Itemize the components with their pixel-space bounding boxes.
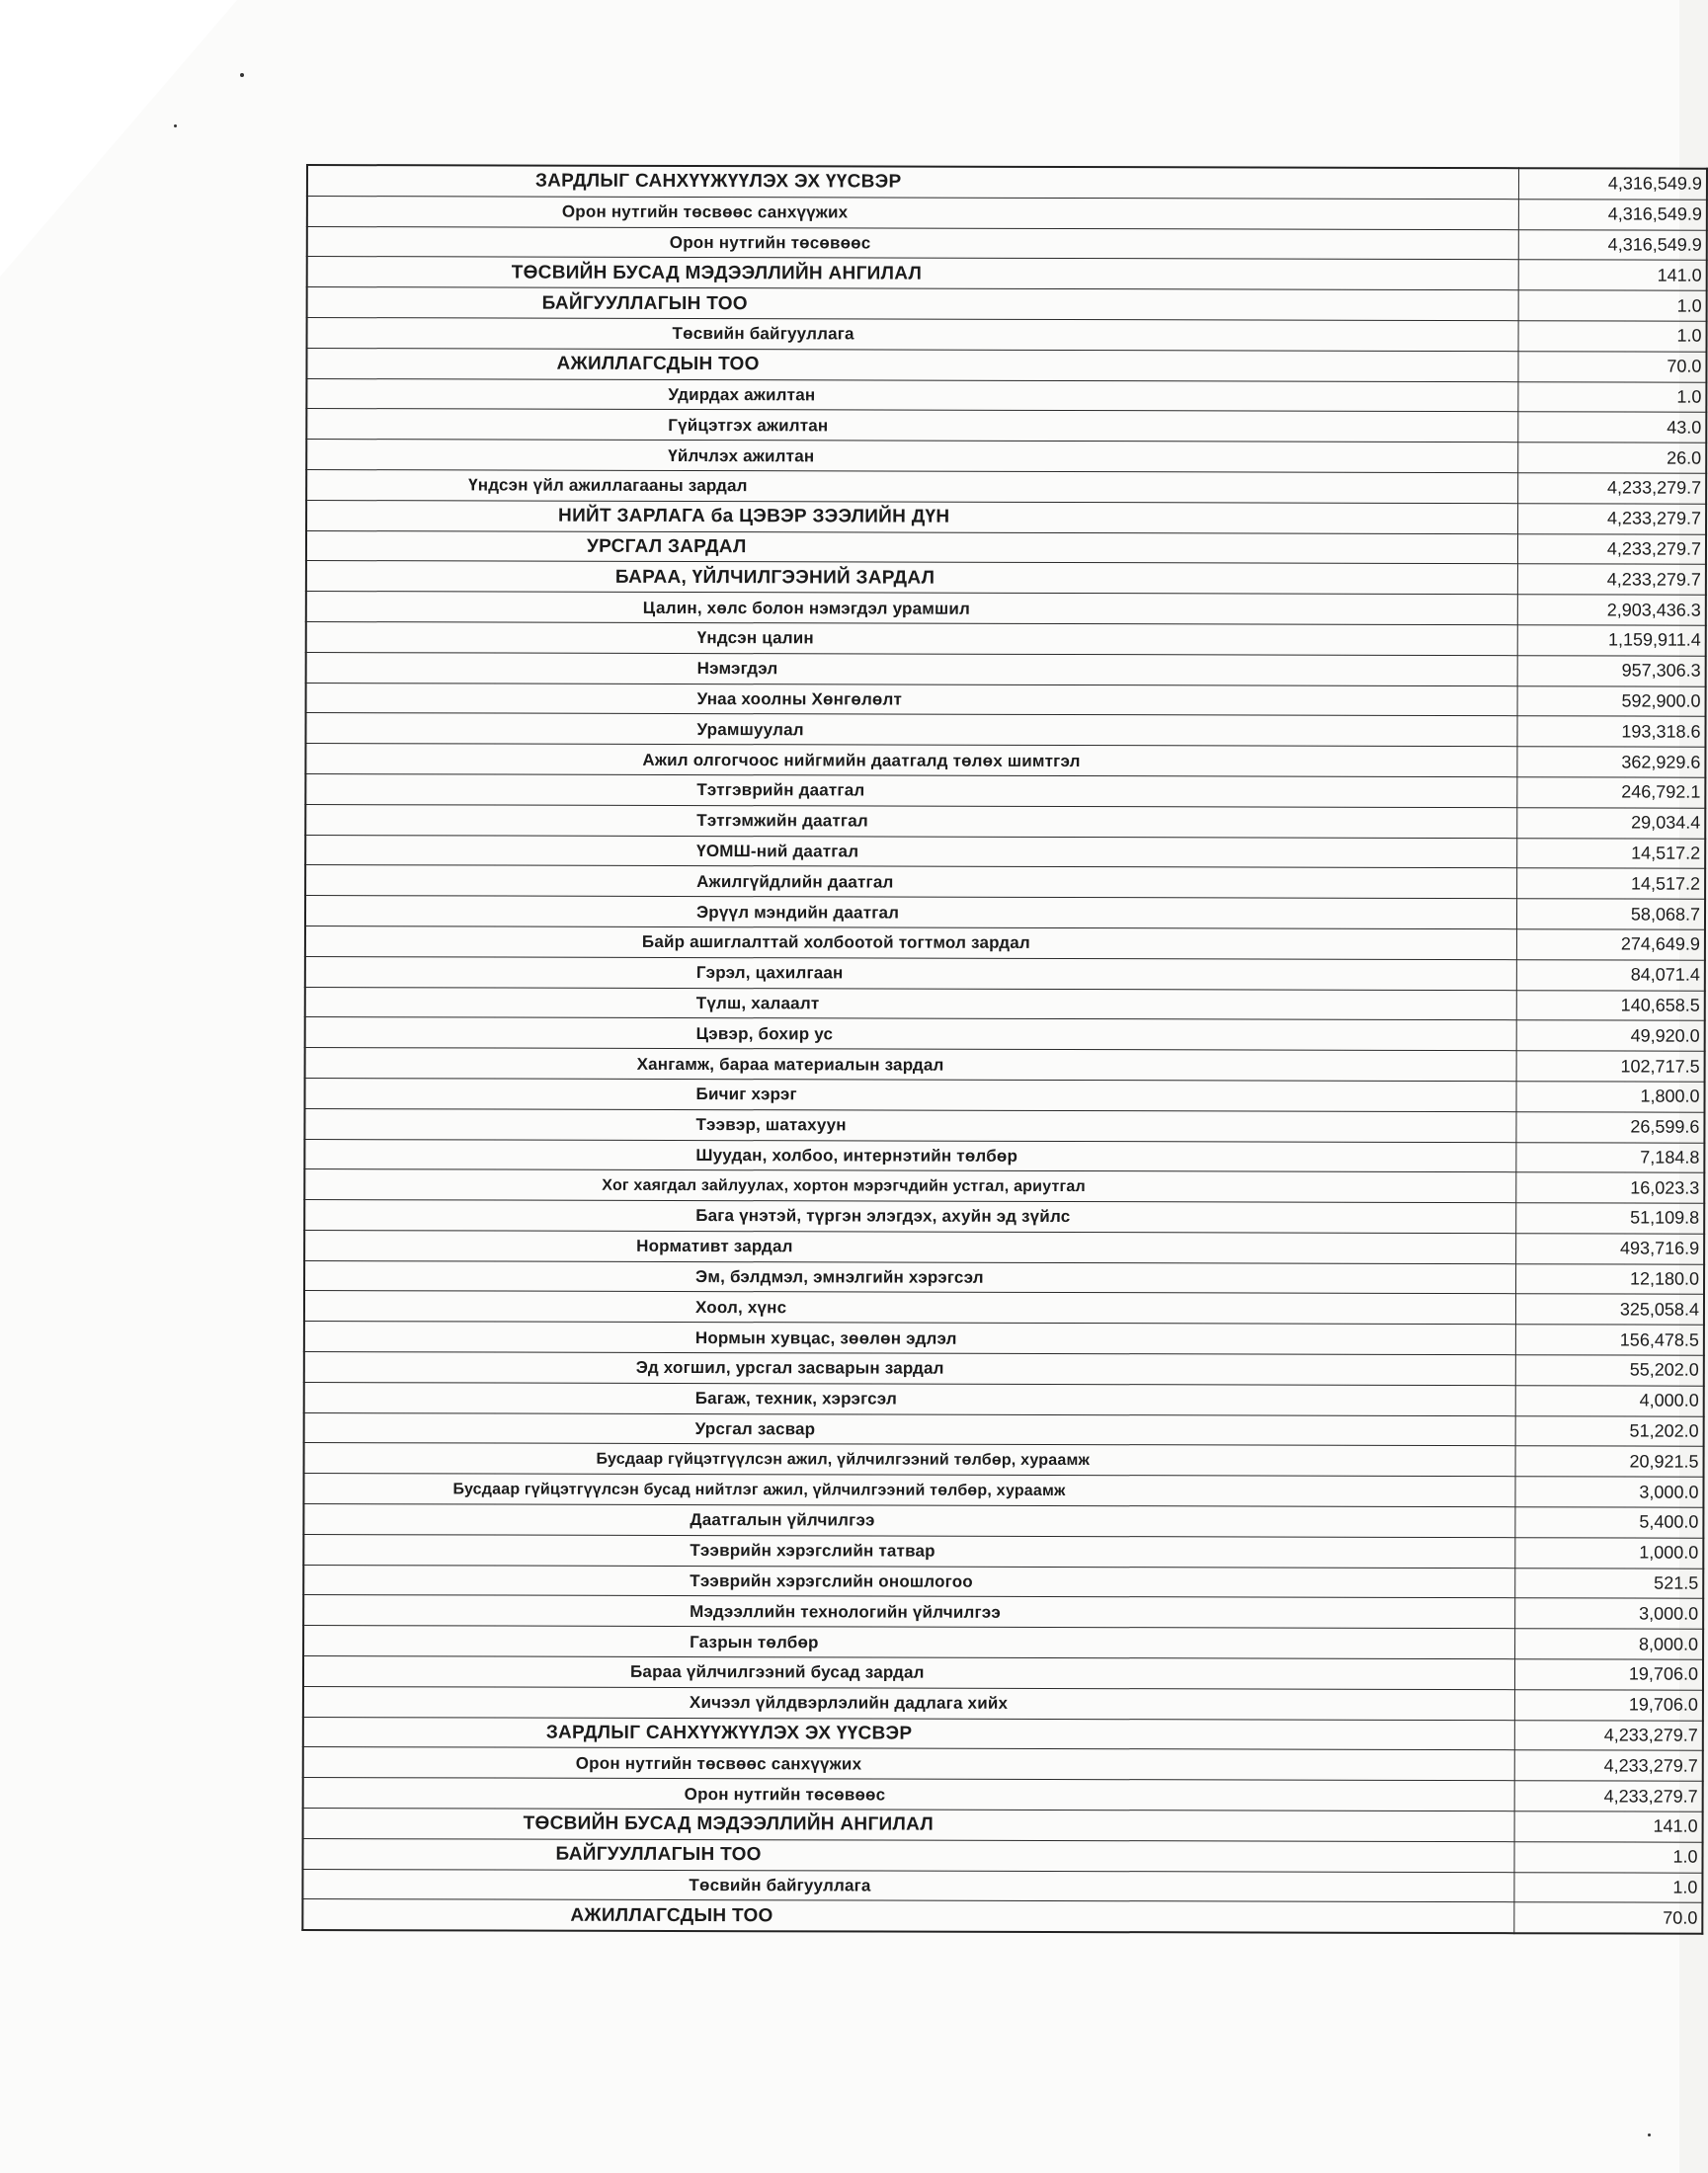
row-value: 5,400.0 <box>1515 1507 1704 1538</box>
row-value: 84,071.4 <box>1516 959 1705 990</box>
row-label: Тээвэр, шатахуун <box>304 1108 1516 1142</box>
row-value: 140,658.5 <box>1516 990 1705 1020</box>
row-value: 493,716.9 <box>1516 1234 1705 1264</box>
row-label: Урсгал засвар <box>304 1412 1516 1446</box>
row-label: Төсвийн байгууллага <box>307 317 1519 351</box>
row-label: Орон нутгийн төсвөөс санхүүжих <box>303 1747 1515 1781</box>
table-row <box>306 409 1706 443</box>
table-row <box>306 469 1706 504</box>
row-value: 274,649.9 <box>1516 929 1705 960</box>
row-value: 14,517.2 <box>1517 868 1706 899</box>
table-row <box>303 1474 1703 1508</box>
row-label: Хангамж, бараа материалын зардал <box>305 1048 1517 1082</box>
row-label: БАРАА, ҮЙЛЧИЛГЭЭНИЙ ЗАРДАЛ <box>306 561 1518 595</box>
row-value: 1,159,911.4 <box>1517 625 1706 656</box>
table-row <box>303 1626 1703 1660</box>
row-label: ЗАРДЛЫГ САНХҮҮЖҮҮЛЭХ ЭХ ҮҮСВЭР <box>307 165 1519 200</box>
row-label: Орон нутгийн төсөвөөс <box>303 1778 1515 1811</box>
row-value: 26.0 <box>1518 443 1707 473</box>
table-row <box>302 1899 1702 1934</box>
row-value: 16,023.3 <box>1516 1172 1705 1203</box>
row-value: 193,318.6 <box>1517 716 1706 747</box>
budget-expense-table <box>301 164 1708 1935</box>
row-label: Орон нутгийн төсвөөс санхүүжих <box>307 196 1519 229</box>
row-value: 4,316,549.9 <box>1518 168 1707 200</box>
row-value: 592,900.0 <box>1517 685 1706 716</box>
table-row <box>305 987 1705 1021</box>
row-label: ТӨСВИЙН БУСАД МЭДЭЭЛЛИЙН АНГИЛАЛ <box>307 257 1519 290</box>
table-row <box>307 257 1707 291</box>
row-value: 29,034.4 <box>1517 807 1706 838</box>
table-row <box>305 956 1705 991</box>
table-row <box>303 1595 1703 1630</box>
table-row <box>303 1656 1703 1691</box>
table-row <box>305 1048 1705 1083</box>
row-label: ҮОМШ-ний даатгал <box>305 835 1517 868</box>
table-row <box>303 1809 1703 1843</box>
row-value: 246,792.1 <box>1517 777 1706 808</box>
row-value: 1.0 <box>1518 321 1707 352</box>
row-value: 70.0 <box>1518 351 1707 381</box>
table-row <box>304 1139 1704 1173</box>
row-value: 4,233,279.7 <box>1514 1750 1703 1781</box>
row-label: Нормативт зардал <box>304 1230 1516 1263</box>
table-body <box>302 165 1707 1934</box>
row-label: Нормын хувцас, зөөлөн эдлэл <box>304 1322 1516 1355</box>
row-label: Тээврийн хэрэгслийн оношлогоо <box>303 1565 1515 1598</box>
row-label: Урамшуулал <box>305 713 1517 747</box>
row-value: 7,184.8 <box>1516 1142 1705 1172</box>
row-value: 4,316,549.9 <box>1518 200 1707 230</box>
row-label: ТӨСВИЙН БУСАД МЭДЭЭЛЛИЙН АНГИЛАЛ <box>303 1809 1515 1842</box>
table-row <box>306 652 1706 686</box>
table-row <box>303 1686 1703 1721</box>
table-row <box>304 1169 1704 1204</box>
table-row <box>306 378 1706 413</box>
row-value: 19,706.0 <box>1514 1690 1703 1721</box>
row-label: Газрын төлбөр <box>303 1626 1515 1659</box>
row-value: 362,929.6 <box>1517 747 1706 777</box>
table-row <box>306 440 1706 474</box>
row-label: Тэтгэмжийн даатгал <box>305 804 1517 838</box>
table-row <box>303 1565 1703 1599</box>
row-label: УРСГАЛ ЗАРДАЛ <box>306 530 1518 564</box>
row-label: Үйлчлэх ажилтан <box>306 440 1518 473</box>
row-label: БАЙГУУЛЛАГЫН ТОО <box>307 287 1519 321</box>
table-row <box>307 226 1707 261</box>
table-row <box>303 1717 1703 1751</box>
row-label: АЖИЛЛАГСДЫН ТОО <box>302 1899 1514 1934</box>
row-label: Төсвийн байгууллага <box>302 1869 1514 1902</box>
scan-speck <box>174 124 177 127</box>
row-value: 957,306.3 <box>1517 655 1706 685</box>
table-row <box>304 1322 1704 1356</box>
row-value: 58,068.7 <box>1516 899 1705 929</box>
row-label: НИЙТ ЗАРЛАГА ба ЦЭВЭР ЗЭЭЛИЙН ДҮН <box>306 500 1518 533</box>
table-row <box>305 926 1705 960</box>
row-label: Ажил олгогчоос нийгмийн даатгалд төлөх шимтгэл <box>305 744 1517 777</box>
row-label: Хичээл үйлдвэрлэлийн дадлага хийх <box>303 1686 1515 1720</box>
row-label: Цэвэр, бохир ус <box>305 1017 1517 1051</box>
row-value: 4,233,279.7 <box>1518 503 1707 533</box>
row-value: 4,233,279.7 <box>1514 1720 1703 1750</box>
row-value: 156,478.5 <box>1515 1325 1704 1355</box>
table-row <box>305 773 1705 808</box>
row-value: 4,233,279.7 <box>1514 1781 1703 1811</box>
row-label: АЖИЛЛАГСДЫН ТОО <box>306 348 1518 381</box>
row-label: Эд хогшил, урсгал засварын зардал <box>304 1352 1516 1386</box>
table-row <box>304 1412 1704 1447</box>
row-value: 1.0 <box>1518 381 1707 412</box>
row-value: 521.5 <box>1515 1568 1704 1598</box>
row-label: Байр ашиглалттай холбоотой тогтмол зардал <box>305 926 1517 959</box>
row-value: 4,000.0 <box>1515 1386 1704 1416</box>
table-row <box>306 561 1706 596</box>
table-row <box>306 683 1706 717</box>
table-row <box>306 500 1706 534</box>
row-value: 1,000.0 <box>1515 1538 1704 1569</box>
scan-speck <box>240 73 244 77</box>
row-value: 4,233,279.7 <box>1517 564 1706 595</box>
row-value: 49,920.0 <box>1516 1020 1705 1051</box>
table-row <box>305 835 1705 869</box>
row-value: 325,058.4 <box>1515 1294 1704 1325</box>
table-row <box>302 1869 1702 1903</box>
row-label: Хог хаягдал зайлуулах, хортон мэрэгчдийн устгал, ариутгал <box>304 1169 1516 1203</box>
table-row <box>305 804 1705 839</box>
table-row <box>307 287 1707 322</box>
row-label: Багаж, техник, хэрэгсэл <box>304 1382 1516 1415</box>
table-row <box>304 1443 1704 1478</box>
row-label: Тэтгэврийн даатгал <box>305 773 1517 807</box>
row-label: Мэдээллийн технологийн үйлчилгээ <box>303 1595 1515 1629</box>
table-row <box>304 1200 1704 1235</box>
table-row <box>304 1108 1704 1143</box>
row-value: 102,717.5 <box>1516 1051 1705 1082</box>
row-value: 141.0 <box>1518 260 1707 290</box>
row-value: 26,599.6 <box>1516 1111 1705 1142</box>
table-row <box>305 865 1705 900</box>
row-value: 8,000.0 <box>1515 1629 1704 1659</box>
row-label: Түлш, халаалт <box>305 987 1517 1020</box>
table-row <box>304 1230 1704 1264</box>
table-row <box>304 1382 1704 1416</box>
row-value: 1.0 <box>1514 1842 1703 1873</box>
scan-corner-artifact <box>0 0 237 277</box>
table-row <box>305 896 1705 930</box>
table-row <box>306 592 1706 626</box>
table-row <box>305 1017 1705 1052</box>
table-row <box>304 1078 1704 1112</box>
row-label: Хоол, хүнс <box>304 1291 1516 1325</box>
row-value: 3,000.0 <box>1515 1598 1704 1629</box>
row-value: 12,180.0 <box>1516 1263 1705 1294</box>
table-row <box>307 196 1707 230</box>
table-row <box>305 744 1705 778</box>
row-value: 14,517.2 <box>1517 838 1706 868</box>
row-label: Цалин, хөлс болон нэмэгдэл урамшил <box>306 592 1518 625</box>
table-row <box>307 165 1707 200</box>
row-label: Унаа хоолны Хөнгөлөлт <box>306 683 1518 716</box>
row-label: Бичиг хэрэг <box>304 1078 1516 1111</box>
row-value: 4,316,549.9 <box>1518 229 1707 260</box>
row-label: ЗАРДЛЫГ САНХҮҮЖҮҮЛЭХ ЭХ ҮҮСВЭР <box>303 1717 1515 1750</box>
table-row <box>303 1778 1703 1812</box>
row-label: Удирдах ажилтан <box>306 378 1518 412</box>
row-label: Үндсэн цалин <box>306 621 1518 655</box>
table-row <box>303 1534 1703 1569</box>
row-value: 70.0 <box>1514 1902 1703 1934</box>
row-value: 141.0 <box>1514 1811 1703 1842</box>
row-value: 43.0 <box>1518 412 1707 443</box>
row-label: Тээврийн хэрэгслийн татвар <box>303 1534 1515 1568</box>
row-label: Нэмэгдэл <box>306 652 1518 685</box>
row-label: Үндсэн үйл ажиллагааны зардал <box>306 469 1518 503</box>
row-label: Бага үнэтэй, түргэн элэгдэх, ахуйн эд зүйлс <box>304 1200 1516 1234</box>
row-value: 1,800.0 <box>1516 1082 1705 1112</box>
row-label: Бусдаар гүйцэтгүүлсэн ажил, үйлчилгээний төлбөр, хураамж <box>304 1443 1516 1477</box>
table-row <box>306 621 1706 656</box>
table-row <box>306 530 1706 565</box>
row-value: 1.0 <box>1518 290 1707 321</box>
row-label: Бусдаар гүйцэтгүүлсэн бусад нийтлэг ажил, үйлчилгээний төлбөр, хураамж <box>303 1474 1515 1507</box>
row-value: 3,000.0 <box>1515 1477 1704 1507</box>
row-label: Орон нутгийн төсөвөөс <box>307 226 1519 260</box>
table-row <box>304 1291 1704 1326</box>
row-label: Шуудан, холбоо, интернэтийн төлбөр <box>304 1139 1516 1172</box>
row-value: 51,109.8 <box>1516 1203 1705 1234</box>
row-label: Даатгалын үйлчилгээ <box>303 1504 1515 1538</box>
row-value: 51,202.0 <box>1515 1415 1704 1446</box>
table-row <box>303 1747 1703 1782</box>
row-label: Эм, бэлдмэл, эмнэлгийн хэрэгсэл <box>304 1260 1516 1294</box>
table-row <box>304 1260 1704 1295</box>
scan-speck <box>1648 2133 1651 2136</box>
row-value: 20,921.5 <box>1515 1446 1704 1477</box>
table-row <box>306 348 1706 382</box>
row-label: Гүйцэтгэх ажилтан <box>306 409 1518 443</box>
table-row <box>303 1504 1703 1539</box>
row-label: Ажилгүйдлийн даатгал <box>305 865 1517 899</box>
table-row <box>307 317 1707 352</box>
row-label: Эрүүл мэндийн даатгал <box>305 896 1517 929</box>
row-value: 55,202.0 <box>1515 1355 1704 1386</box>
row-label: БАЙГУУЛЛАГЫН ТОО <box>302 1838 1514 1872</box>
table-row <box>305 713 1705 748</box>
row-label: Гэрэл, цахилгаан <box>305 956 1517 990</box>
row-value: 4,233,279.7 <box>1518 473 1707 504</box>
row-value: 4,233,279.7 <box>1517 533 1706 564</box>
row-value: 2,903,436.3 <box>1517 595 1706 625</box>
row-value: 1.0 <box>1514 1872 1703 1902</box>
row-label: Бараа үйлчилгээний бусад зардал <box>303 1656 1515 1690</box>
table-row <box>302 1838 1702 1873</box>
table-row <box>304 1352 1704 1387</box>
row-value: 19,706.0 <box>1514 1659 1703 1690</box>
